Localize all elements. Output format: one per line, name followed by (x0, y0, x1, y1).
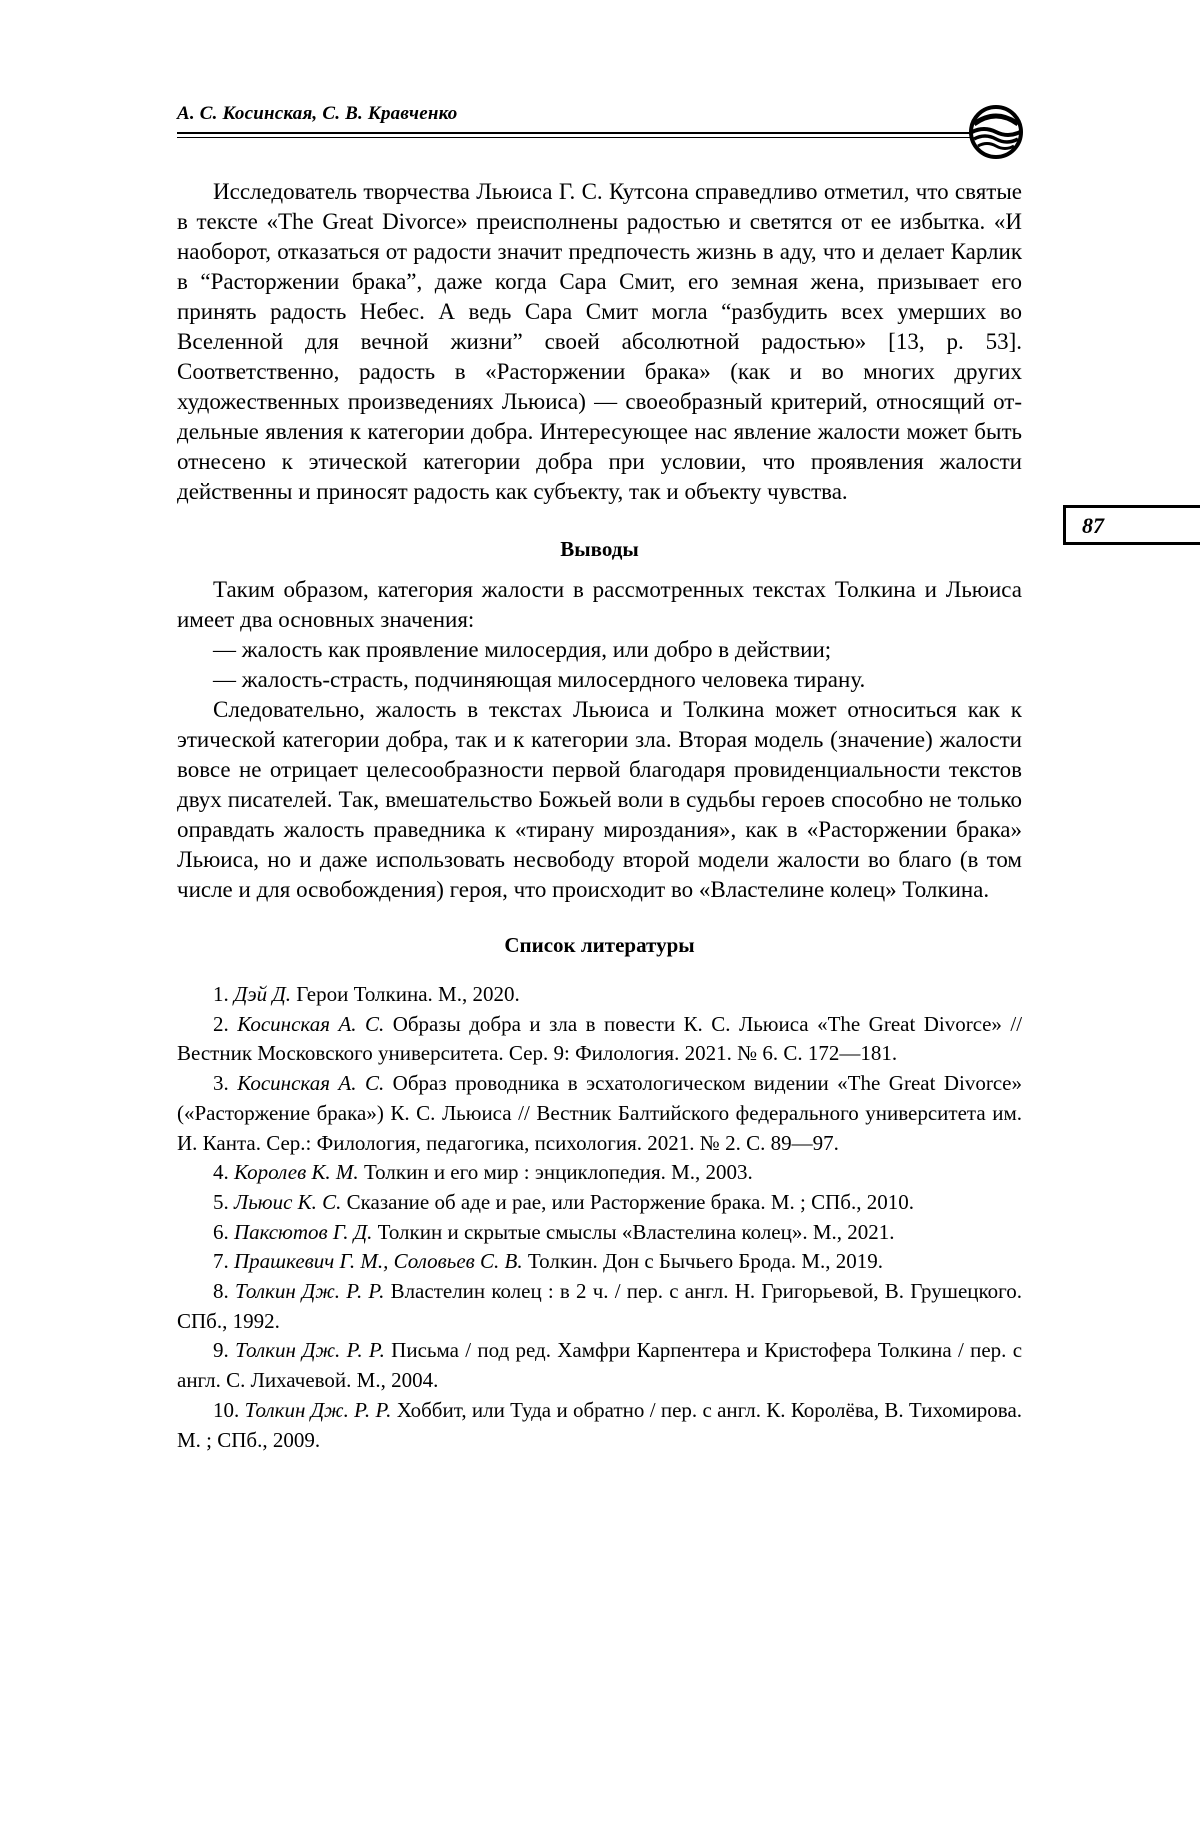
header-rule (177, 132, 972, 134)
reference-text: Сказание об аде и рае, или Расторжение брака. М. ; СПб., 2010. (346, 1189, 914, 1214)
reference-text: Образы добра и зла в повести К. С. Льюиса «The Great Divorce» // Вестник Московского университета. Сер. 9: Филология. 2021. № 6. С. 172—181. (177, 1011, 1023, 1066)
reference-author: Королев К. М. (234, 1160, 359, 1185)
page-number-box (1063, 505, 1200, 545)
reference-author: Толкин Дж. Р. Р. (235, 1338, 385, 1363)
conclusions-text: Следовательно, жалость в текстах Льюиса и Толкина может относиться как к этической категории добра, так и к категории зла. Вторая модель (значение) жалости вовсе не отрицает целесообразности первой благодаря провиденциальности текстов двух писателей. Так, вмешательство Божьей воли в судьбы героев способно не только оправдать жалость праведника к «тирану мироздания», как в «Расторжении брака» Льюиса, но и даже использовать несвободу второй модели жалости во благо (в том числе и для освобождения) героя, что происходит во «Властелине колец» Толкина. (177, 697, 1022, 902)
reference-item: 8. Толкин Дж. Р. Р. Властелин колец : в 2 ч. / пер. с англ. Н. Григорьевой, В. Грушецкого. СПб., 1992. (177, 1279, 1022, 1333)
journal-logo-icon (966, 104, 1026, 160)
paragraph-1: Исследователь творчества Льюиса Г. С. Кутсона справедливо отметил, что святые в тексте «The Great Divorce» преисполнены радостью и светятся от ее избытка. «И наоборот, отказаться от радости значит предпочесть жизнь в аду, что и делает Карлик в “Расторжении брака”, даже когда Сара Смит, его земная жена, призывает его принять радость Небес. А ведь Сара Смит могла “разбудить всех умерших во Вселенной для вечной жизни” своей абсолютной радостью» [13, p. 53]. Соответственно, радость в «Расторжении брака» (как и во многих других художественных произведениях Льюиса) — своеобразный критерий, относящий отдельные явления к категории добра. Интересующее нас явление жалости может быть отнесено к этической категории добра при условии, что проявления жалости действенны и приносят радость как субъекту, так и объекту чувства. (177, 179, 1022, 504)
reference-item: 9. Толкин Дж. Р. Р. Письма / под ред. Хамфри Карпентера и Кристофера Толкина / пер. с англ. С. Лихачевой. М., 2004. (177, 1338, 1023, 1393)
running-head-authors: А. С. Косинская, С. В. Кравченко (177, 103, 458, 124)
reference-item: 1. Дэй Д. Герои Толкина. М., 2020. (213, 982, 520, 1006)
reference-item: 3. Косинская А. С. Образ проводника в эсхатологическом видении «The Great Divorce» («Расторжение брака») К. С. Льюиса // Вестник Балтийского федерального университета им. И. Канта. Сер.: Филология, педагогика, психология. 2021. № 2. С. 89—97. (177, 1071, 1022, 1155)
reference-item: 5. Льюис К. С. Сказание об аде и рае, или Расторжение брака. М. ; СПб., 2010. (213, 1189, 914, 1214)
reference-author: Толкин Дж. Р. Р. (244, 1397, 392, 1422)
reference-text: Толкин и скрытые смыслы «Властелина колец». М., 2021. (377, 1219, 895, 1244)
reference-text: Герои Толкина. М., 2020. (296, 982, 520, 1006)
references-list (177, 980, 1022, 1455)
reference-item: 4. Королев К. М. Толкин и его мир : энциклопедия. М., 2003. (213, 1160, 753, 1185)
page-number: 87 (1082, 513, 1104, 538)
reference-text: Толкин. Дон с Бычьего Брода. М., 2019. (527, 1249, 883, 1274)
reference-text: Властелин колец : в 2 ч. / пер. с англ. Н. Григорьевой, В. Грушецкого. СПб., 1992. (177, 1279, 1022, 1333)
reference-author: Прашкевич Г. М., Соловьев С. В. (234, 1249, 523, 1274)
reference-author: Косинская А. С. (237, 1071, 385, 1096)
meaning-1: — жалость как проявление милосердия, или добро в действии; (213, 637, 832, 662)
conclusions-title: Выводы (560, 537, 639, 561)
reference-item: 7. Прашкевич Г. М., Соловьев С. В. Толкин. Дон с Бычьего Брода. М., 2019. (213, 1249, 883, 1274)
reference-item: 2. Косинская А. С. Образы добра и зла в повести К. С. Льюиса «The Great Divorce» // Вестник Московского университета. Сер. 9: Филология. 2021. № 6. С. 172—181. (177, 1011, 1023, 1066)
reference-item: 6. Паксютов Г. Д. Толкин и скрытые смыслы «Властелина колец». М., 2021. (213, 1219, 895, 1244)
meaning-2: — жалость-страсть, подчиняющая милосердного человека тирану. (213, 667, 866, 692)
reference-text: Хоббит, или Туда и обратно / пер. с англ. К. Королёва, В. Тихомирова. М. ; СПб., 2009. (177, 1397, 1023, 1452)
article-body (177, 177, 1022, 1455)
reference-author: Косинская А. С. (237, 1011, 385, 1036)
references-title: Список литературы (504, 933, 695, 957)
reference-author: Паксютов Г. Д. (234, 1219, 373, 1244)
header-rule-thin (177, 137, 972, 138)
reference-text: Толкин и его мир : энциклопедия. М., 2003. (363, 1160, 753, 1185)
reference-text: Письма / под ред. Хамфри Карпентера и Кристофера Толкина / пер. с англ. С. Лихачевой. М., 2004. (177, 1338, 1023, 1393)
reference-text: Образ проводника в эсхатологическом видении «The Great Divorce» («Расторжение брака») К. С. Льюиса // Вестник Балтийского федерального университета им. И. Канта. Сер.: Филология, педагогика, психология. 2021. № 2. С. 89—97. (177, 1071, 1022, 1155)
reference-author: Льюис К. С. (234, 1189, 342, 1214)
conclusions-intro: Таким образом, категория жалости в рассмотренных текстах Толкина и Льюиса имеет два основных значения: (177, 577, 1022, 632)
reference-author: Толкин Дж. Р. Р. (234, 1279, 385, 1304)
reference-author: Дэй Д. (234, 982, 291, 1006)
reference-item: 10. Толкин Дж. Р. Р. Хоббит, или Туда и обратно / пер. с англ. К. Королёва, В. Тихомирова. М. ; СПб., 2009. (177, 1397, 1023, 1452)
